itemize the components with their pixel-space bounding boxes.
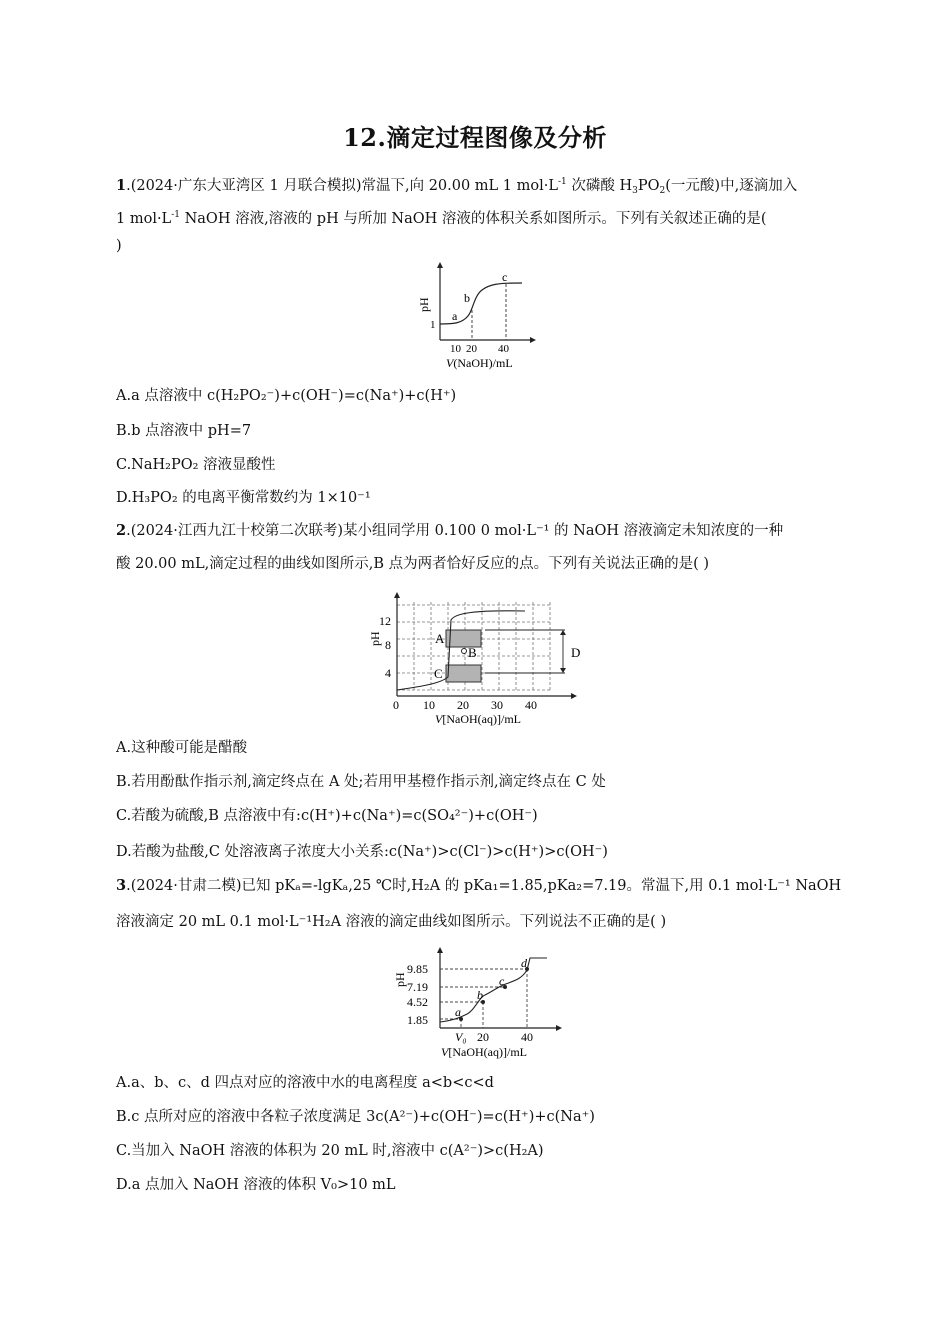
q1-stem-line1: 1.(2024·广东大亚湾区 1 月联合模拟)常温下,向 20.00 mL 1 $mol\cdot L^{-1}$ 次磷酸 $H_3PO_2$(一元酸)中,逐滴加入 [116, 177, 798, 196]
q2-ytick-4: 4 [385, 666, 391, 680]
q3-option-c: C.当加入 NaOH 溶液的体积为 20 mL 时,溶液中 c(A²⁻)>c(H₂A) [116, 1143, 544, 1159]
q2-option-c: C.若酸为硫酸,B 点溶液中有:c(H⁺)+c(Na⁺)=c(SO₄²⁻)+c(OH⁻) [116, 808, 538, 824]
q1-option-a: A.a 点溶液中 c(H₂PO₂⁻)+c(OH⁻)=c(Na⁺)+c(H⁺) [116, 388, 457, 404]
q3-point-a: a [455, 1005, 461, 1019]
q3-chart [385, 945, 565, 1063]
q3-option-d: D.a 点加入 NaOH 溶液的体积 V₀>10 mL [116, 1177, 396, 1193]
q2-label-a: A [435, 631, 445, 646]
page-title: 12.滴定过程图像及分析 [343, 123, 607, 152]
q1-point-a: a [452, 309, 458, 323]
q3-ylabel: pH [393, 972, 407, 987]
q1-option-b: B.b 点溶液中 pH=7 [116, 423, 252, 439]
q1-option-d: D.H₃PO₂ 的电离平衡常数约为 1×10⁻¹ [116, 490, 371, 506]
q1-ylabel: pH [417, 297, 431, 312]
q3-point-c: c [499, 974, 505, 988]
q2-option-b: B.若用酚酞作指示剂,滴定终点在 A 处;若用甲基橙作指示剂,滴定终点在 C 处 [116, 774, 606, 790]
q2-point-b [462, 649, 467, 654]
q3-option-b: B.c 点所对应的溶液中各粒子浓度满足 3c(A²⁻)+c(OH⁻)=c(H⁺)+c(Na⁺) [116, 1109, 595, 1125]
q2-xtick-0: 0 [393, 698, 399, 712]
q3-ytick-719: 7.19 [407, 980, 428, 994]
q3-xlabel: V[NaOH(aq)]/mL [441, 1045, 527, 1059]
q2-stem-line2: 酸 20.00 mL,滴定过程的曲线如图所示,B 点为两者恰好反应的点。下列有关说法正确的是( ) [116, 556, 710, 572]
q3-ytick-985: 9.85 [407, 962, 428, 976]
q2-label-c: C [434, 666, 443, 681]
q1-option-c: C.NaH₂PO₂ 溶液显酸性 [116, 457, 276, 473]
q2-xtick-30: 30 [491, 698, 503, 712]
q1-stem-line3: ) [116, 238, 122, 254]
q1-chart [410, 260, 540, 375]
q3-xtick-20: 20 [477, 1030, 489, 1044]
q2-region-c [446, 665, 481, 682]
q2-label-d: D [571, 645, 581, 660]
q2-stem-line1: 2.(2024·江西九江十校第二次联考)某小组同学用 0.100 0 mol·L⁻¹ 的 NaOH 溶液滴定未知浓度的一种 [116, 522, 784, 539]
q1-stem-line2: 1 $mol\cdot L^{-1}$ NaOH 溶液,溶液的 pH 与所加 NaOH 溶液的体积关系如图所示。下列有关叙述正确的是( [116, 210, 767, 227]
q2-xtick-10: 10 [423, 698, 435, 712]
q1-point-c: c [502, 270, 508, 284]
q2-option-d: D.若酸为盐酸,C 处溶液离子浓度大小关系:c(Na⁺)>c(Cl⁻)>c(H⁺)>c(OH⁻) [116, 844, 608, 860]
q1-xtick-20: 20 [466, 343, 477, 355]
q3-xtick-v0: V₀ [455, 1030, 467, 1044]
q2-chart [365, 580, 595, 725]
q1-ytick: 1 [430, 319, 436, 331]
q3-point-b: b [477, 988, 483, 1002]
q1-point-b: b [464, 291, 470, 305]
q2-ylabel: pH [368, 631, 382, 646]
q3-stem-line2: 溶液滴定 20 mL 0.1 mol·L⁻¹H₂A 溶液的滴定曲线如图所示。下列说法不正确的是( ) [116, 914, 667, 930]
q3-ytick-185: 1.85 [407, 1013, 428, 1027]
q2-ytick-12: 12 [379, 614, 391, 628]
q1-xtick-40: 40 [498, 343, 509, 355]
q3-xtick-40: 40 [521, 1030, 533, 1044]
q3-point-d: d [521, 956, 527, 970]
q2-xlabel: V[NaOH(aq)]/mL [435, 712, 521, 726]
q2-ytick-8: 8 [385, 638, 391, 652]
q3-option-a: A.a、b、c、d 四点对应的溶液中水的电离程度 a<b<c<d [116, 1075, 494, 1091]
q2-xtick-40: 40 [525, 698, 537, 712]
q3-stem-line1: 3.(2024·甘肃二模)已知 pKₐ=-lgKₐ,25 ℃时,H₂A 的 pKa₁=1.85,pKa₂=7.19。常温下,用 0.1 mol·L⁻¹ NaOH [116, 877, 842, 894]
q1-xlabel: V(NaOH)/mL [446, 356, 513, 370]
q2-option-a: A.这种酸可能是醋酸 [116, 740, 248, 756]
q2-xtick-20: 20 [457, 698, 469, 712]
q3-ytick-452: 4.52 [407, 995, 428, 1009]
q1-xtick-10: 10 [450, 343, 461, 355]
q2-label-b: B [468, 645, 477, 660]
